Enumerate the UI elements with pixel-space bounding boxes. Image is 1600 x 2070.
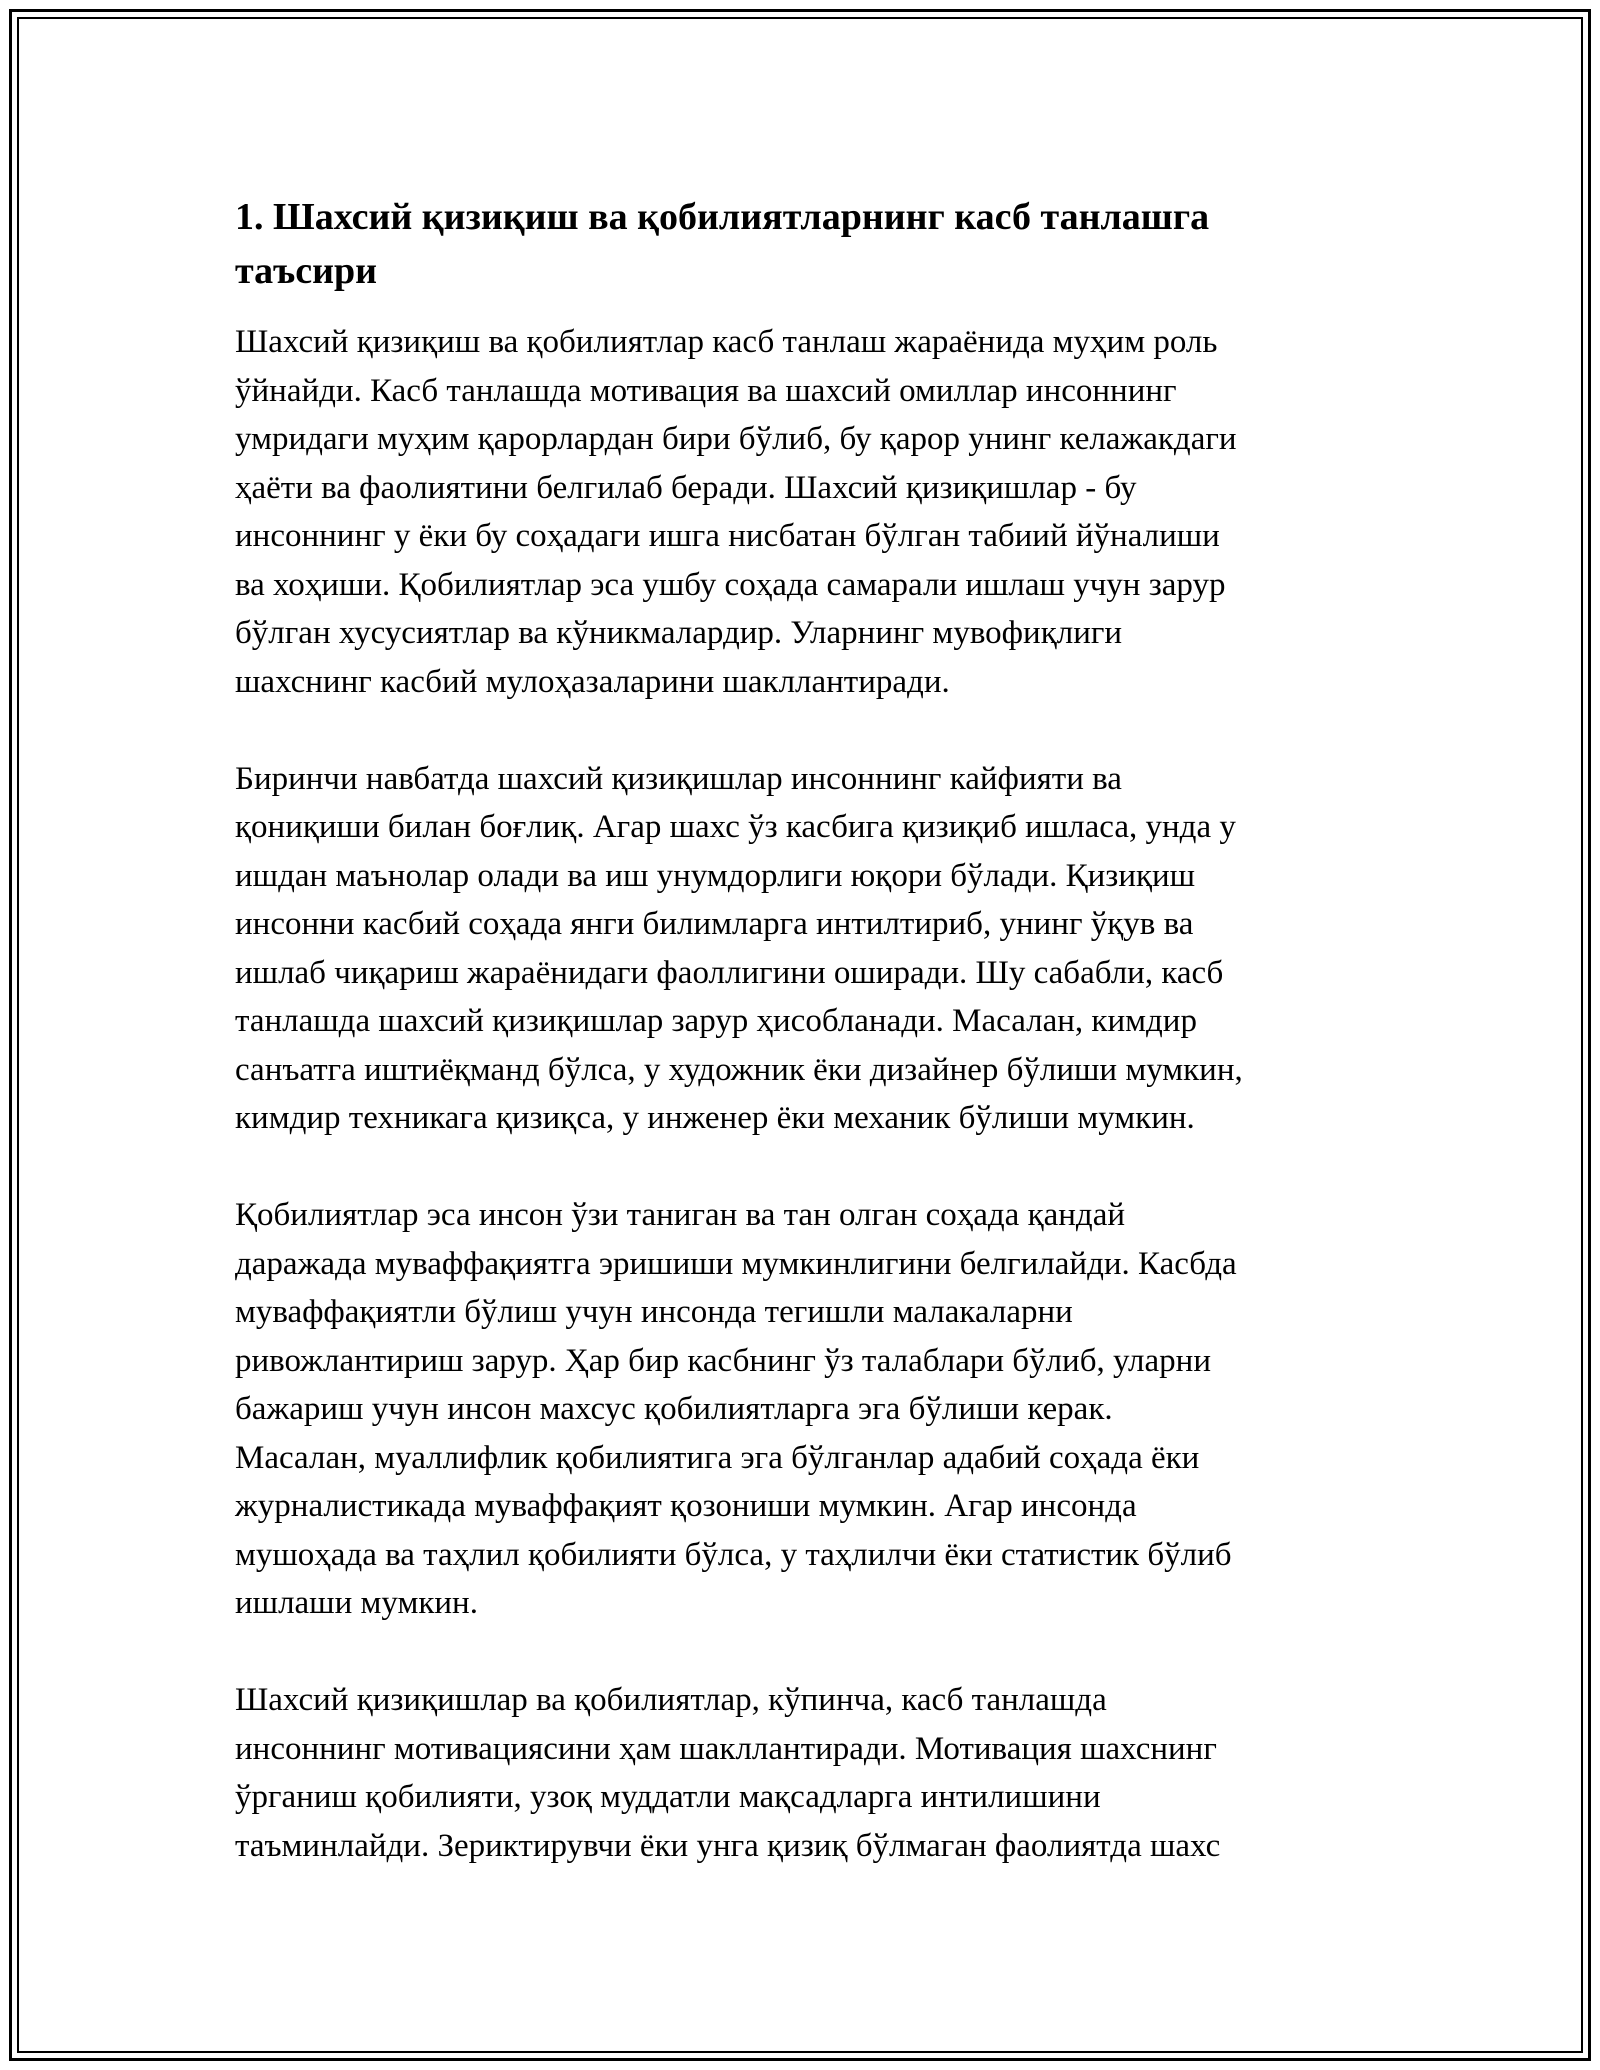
paragraph-1: Шахсий қизиқиш ва қобилиятлар касб танлаш жараёнида муҳим роль ўйнайди. Касб танлашда мотивация ва шахсий омиллар инсоннинг умридаги муҳим қарорлардан бири бўлиб, бу қарор унинг келажакдаги ҳаёти ва фаолиятини белгилаб беради. Шахсий қизиқишлар - бу инсоннинг у ёки бу соҳадаги ишга нисбатан бўлган табиий йўналиши ва хоҳиши. Қобилиятлар эса ушбу соҳада самарали ишлаш учун зарур бўлган хусусиятлар ва кўникмалардир. Уларнинг мувофиқлиги шахснинг касбий мулоҳазаларини шакллантиради. — [235, 324, 1237, 700]
paragraph-2: Биринчи навбатда шахсий қизиқишлар инсоннинг кайфияти ва қониқиши билан боғлиқ. Агар шахс ўз касбига қизиқиб ишласа, унда у ишдан маънолар олади ва иш унумдорлиги юқори бўлади. Қизиқиш инсонни касбий соҳада янги билимларга интилтириб, унинг ўқув ва ишлаб чиқариш жараёнидаги фаоллигини оширади. Шу сабабли, касб танлашда шахсий қизиқишлар зарур ҳисобланади. Масалан, кимдир санъатга иштиёқманд бўлса, у художник ёки дизайнер бўлиши мумкин, кимдир техникага қизиқса, у инженер ёки механик бўлиши мумкин. — [235, 760, 1243, 1136]
paragraph-4: Шахсий қизиқишлар ва қобилиятлар, кўпинча, касб танлашда инсоннинг мотивациясини ҳам шакллантиради. Мотивация шахснинг ўрганиш қобилияти, узоқ муддатли мақсадларга интилишини таъминлайди. Зериктирувчи ёки унга қизиқ бўлмаган фаолиятда шахс — [235, 1682, 1221, 1864]
document-body — [235, 190, 1375, 1870]
paragraph-3: Қобилиятлар эса инсон ўзи таниган ва тан олган соҳада қандай даражада муваффақиятга эришиши мумкинлигини белгилайди. Касбда муваффақиятли бўлиш учун инсонда тегишли малакаларни ривожлантириш зарур. Ҳар бир касбнинг ўз талаблари бўлиб, уларни бажариш учун инсон махсус қобилиятларга эга бўлиши керак. Масалан, муаллифлик қобилиятига эга бўлганлар адабий соҳада ёки журналистикада муваффақият қозониши мумкин. Агар инсонда мушоҳада ва таҳлил қобилияти бўлса, у таҳлилчи ёки статистик бўлиб ишлаши мумкин. — [235, 1197, 1237, 1621]
section-heading: 1. Шахсий қизиқиш ва қобилиятларнинг касб танлашга таъсири — [235, 196, 1210, 292]
